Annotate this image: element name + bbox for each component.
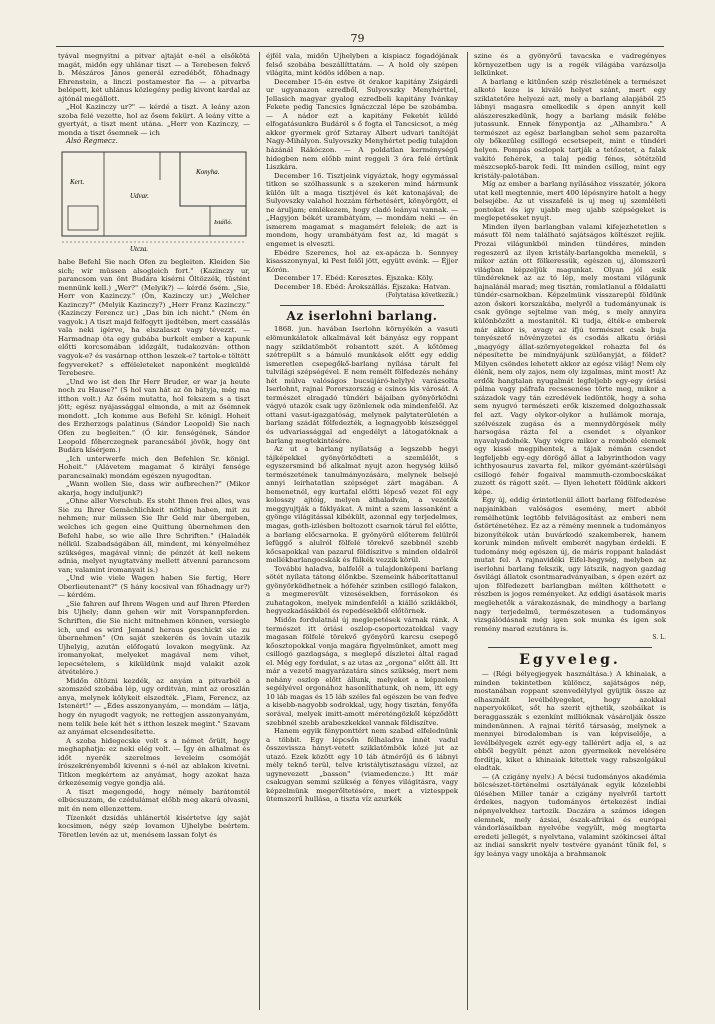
paragraph: További haladva, balfelől a tulajdonképeni barlang sötét nyílata tátong élőnkbe. Szemeink háborítattanul gyönyörködhetnek a hófehér szinben csillogó falakon, a megmerevült vizesésekben, forrásokon és zuhatagokon, melyek mindenfelől a kiálló sziklákból, hegyezkadásákból és repedésekből előtörnek.: [266, 564, 458, 616]
paragraph: Az ut a barlang nyílatság a legszebb hegyi tájképekkel gyönyörködteti a szemlélőt, s egyszersmind bő alkalmat nyujt azon hegység külső természetének tanulmányozására, melynek belsejé annyi leirhatatlan szépséget zárt magában. A bemenetnél, egy kurtafal előtti lépcső vezet föl egy kolosszy ajtóig, melyen áthaladván, a vezetők meggyujtják a fáklyákat. A mint a szem lassanként a gyönge világitással kibékült, azonnal egy terjedelmes, magas, goth-izlésben boltozott csarnok tárul fel előtte, a barlang előcsarnoka. E gyönyörű előterem felülről lefüggő s alulról fölfelé törekvő szebbnél szebb kőcsapokkal van pazarul földíszitve s minden oldalról mellékbarlangocskák és fülkék vezzik körül.: [266, 445, 458, 565]
paragraph: Midőn fordulatnál új meglepetések várnak ránk. A természet itt óriási oszlop-csoportozatokkal vagy magasan fölfelé törekvő gyönyörű karcsu csepegő kőosztopokkal vonja magára figyelmünket, amott meg csillogó gazdagsága, s meglepő díszletei által ragad el. Még egy fordulat, s az utas az „orgona" előtt áll. Itt már a vezető magyarázatára sincs szükség, mert nem nehány oszlop előtt állunk, melyeket a képzelem segélyével orgonához hasonlíthatunk, oh nem, itt egy 10 láb magas és 15 láb széles fal egészen be van fedve a kisebb-nagyobb sodrokkal, ugy, hogy tisztán, fenyőfa sorával, melyek imitt-amott méreténgözkől képződött szebbnél szebb arabeszkekkel vannak földiszítve.: [266, 616, 458, 727]
paragraph: Míg az ember a barlang nyílásához visszatér, jókora utat kell megtennie, mert 400 lépésnyire hatolt a hegy belsejébe. Az ut visszafelé is uj meg uj szemléleti pontokat és igy ujabb meg ujabb szépségeket is meglepetéseket nyujt.: [474, 180, 666, 223]
paragraph: „Und wie viele Wagen haben Sie fertig, Herr Oberlieutenant?" (S hány kocsival van főhadnagy ur?) — kérdém.: [58, 574, 250, 600]
paragraph: December 17. Ebéd: Keresztes. Éjszaka: Köly.: [274, 274, 434, 283]
paragraph: „Sie fahren auf Ihrem Wagen und auf Ihren Pferden bis Ujhely; dann gehen wir mit Vorspannpferden. Schriften, die Sie nicht mitnehmen können, versiegle ich, und es wird Jemand heraus geschickt sie zu übernehmen" (On saját szekerén és lovain utazik Ujhelyig, azután előfogatú lovakon megyünk. Az iromanyokat, melyeket magával nem vihet, lepecsételem, s kiküldünk majd valakit azok átvételére.): [58, 599, 250, 677]
plan-label-stable: Istálló.: [214, 219, 233, 227]
paragraph: 1868. jun. havában Iserlohn környékén a vasuti elömunkálatok alkalmával két bányász egy roppant nagy sziklatömböt robantott szét. A kőtömeg szétrepült s a bámuló munkások előtt egy eddig ismeretlen csepegőkő-barlang nyílása tárult fel tulvilági szépségével. E nem remélt fölfedezés nehány hét múlva valóságos bucsújáró-helylyé varázsolta Iserlohnt, rajnai Pororszország e csinos kis városát. A természet elragadó tündéri bájaiban gyönyörködni vágyó utazók csak ugy özönlenek oda mindenfelől. Az ottani vasut-igazgatóság, melynek palytaterületén a barlang szádát fölfedezték, a legnagyobb készséggel és udvariassággal ad engedélyt a látogatóknak a barlang megtekintésére.: [266, 325, 458, 445]
plan-label-garden: Kert.: [70, 178, 85, 187]
paragraph: szine és a gyönyörű tavacska e vadregényes környezetben ugy is a regék világába varázsolja lelkünket.: [474, 52, 666, 78]
author-signature: S. L.: [652, 634, 666, 642]
paragraph: A szoba hidegecske volt s a német őrült, hogy meghaphatja: ez neki elég volt. — Így én alhalmat és időt nyerék szerelmes leveleim csomóját írószekrényemből kivenni s é-nél az ablakon kivetni. Titkon megkértem az anyámat, hogy azokat haza érkezésemig vegye gondja alá.: [58, 736, 250, 788]
section-rule: [280, 305, 444, 306]
paragraph: Minden ilyen barlangban valami kifejezhetetlen s másutt föl nem található sajátságos költészet rejlik. Prozai világunkból minden tündéres, minden regeszerű az ilyen kristály-barlangokba menekül, s mikor aztán ott fölkeressük, egészen uj, álomszerű világban képzeljük magunkat. Olyan jól esik tündéreknek az az tó lép, mely mostani világunk hajnalánál marad; meg tisztán, romlatlanul a földalatti tündér-csarnokban. Képzelmünk visszarepül földünk azon őskori korszakába, melyről a tudományunak is csak gyönge sejtelme van még, s mely annyira különbözött a mostanitól. Ki tudja, élték-e emberek már akkor is, avagy az ifjú természet csak buja tenyészető növényzetei és csodás alkatu óriási „magyógy állat-szörnyetegekkel rohazta fel és népesítette be mindnyájunk szülőanyját, a földet? Milyen csöndes lehetett akkor az egész világ! Nem oly élénk, nem oly zajos, nem oly izgalmas, mint most! Az erdők hangtalan nyugalmát legfeljebb egy-egy óriási pálma vagy páfrafa recsesenése törte meg, mikor a századok vagy tán ezredévek ledöntök, hogy a soha sem nyugvó természeti erők kiszemed dolgozhassak fel azt. Vagy olykor-olykor a hullámok moraja, szélvészek zugása és a mennydörgések mély harsogása rázta fel a csendet s olyankor nyavalyadolnék. Vagy végre mikor a romboló elemek egy kissé megpihentek, a tájak némán csendet legfeljebb egy-egy dörögő állat a labyrinthodon vagy ichthyosaurus zavarta fel, mikor gyémánt-szérülsági csillogó fehér fogaival mammuth-czombocskákat zuzott és rágott szét. — Ilyen lehetett földünk akkori képe.: [474, 222, 666, 496]
paragraph: tyával megnyitni a pitvar ajtaját e-nél a elsőkötá magát, midőn egy uhlánar tiszt — a Terebesen fekvő b. Mészáros János generál ezredébőt, föhadnagy Ehrenstein, a linczi postamester fia — a pitvarba belépett, két uhlánus közlegény pedig kivont kardal az ajtónál megállott.: [58, 52, 250, 103]
paragraph: Egy új, eddig érintetlenül állott barlang fölfedezése napjainkban valóságos esemény, mert abból remélhetünk legtöbb felvilágosítást az emberi nem őstörténetéhez. Ez az a rémény mennek a tudományos bizonyítékok után buvárkodó szakemberek, hanem korunk minden művelt emberét nagyban érdekli. E tudomány még egészen új, de máris roppant haladást mutat fel. A rajnavidéki Eifel-hegység, melyben az iserlohni barlang fekszik, ugy látszik, nagyon gazdag ősvilági állatok csontmaradványaiban, s épen ezért az ujon fölfedezett barlangban mélten költhetett e részben is jogos reményeket. Az eddigi ásatások maris meglehetők a várakozásnak, de mindhogy a barlang nagy terjedelmű, természetesen a tudományos vizsgálódásnak még igen sok munka és igen sok remény marad ezutánra is.: [474, 496, 666, 633]
plan-label-kitchen: Konyha.: [196, 168, 220, 177]
paragraph: A tiszt megengedé, hogy némely barátomtól elbúcsuzzam, de czédulámat előbb meg akará olvasni, mit én nem ellenzettem.: [58, 787, 250, 814]
plan-caption: Alsó Regmecz.: [66, 137, 118, 146]
paragraph: December 16. Tisztjeink vigyáztak, hogy egymással titkon se szólhassunk s a szekeren mind hármunk külön ült a maga tisztjével és két katonajával; de Sulyovszky valahol hozzám férhetésért, könyörgött, el ne áruljam; emlékezem, hogy cladó leányai vannak. — „Hagyjon békét urambátyám, — mondám neki — én ismerem magamat s magamért felelek; de azt is mondom, hogy urambátyám fest az, ki magát s engemet is elveszti.: [266, 171, 458, 249]
column-2: [266, 52, 458, 1010]
paragraph: Hanem egyik fényponttért nem szabad elfelednünk a többit. Egy lépcsőn félhaladva innét vadul összevissza hányt-vetett sziklatömbök közé jut az utazó. Ezek között egy 10 láb átmérőjű és 6 lábnyi mély teknő terül, telve kristálytisztaságu vízzel, az ugynevezett „basson" (viamedencze.) Itt már csakugyan semmi szükség a fényes világitásra, vagy képzelmünk megerőltetésére, mert a viztesppek ütemszerű hullása, a tiszta víz azurkék: [266, 727, 458, 804]
paragraph: éjfél vala, midőn Ujhelyben a kispiacz fogadójának felső szobába beszállíttatám. — A hold oly szépen világita, mint kódös időben a nap.: [266, 52, 458, 78]
paragraph: „Ich unterwerfe mich den Befehlen Sr. königl. Hoheit." (Alávetem magamat ő királyi fensége parancsainak) mondám egészen nyugodtan.: [58, 454, 250, 480]
paragraph: Tízenkét dzsidás uhlánertól kísértetve így saját kocsimon, négy szép lovamon Ujhelybe beértem. Töretlen levén az ut, menésem lassan folyt és: [58, 813, 250, 839]
continuation-note: (Folytatása következik.): [385, 292, 458, 300]
header-rule: [56, 46, 664, 47]
column-3: [474, 52, 666, 1010]
section-title: Egyveleg.: [519, 651, 621, 668]
section-rule: [488, 647, 652, 648]
paragraph: December 15-én estve öt órakor kapitány Zsigárdi ur ugyanazon ezredből, Sulyovszky Menyhérttel, Jellasich magyar gyalog ezredbeli kapitány Ivánkay Fekete pedig Tancsics Ignáczczal lépe be szobámba. — A nádor ezt a kapitány Feketét küldé elfogatásunkra Budáról s ő fogta el Tancsicsot, a még akkor gyermek gróf Sztaray Albert udvari tanítóját Nagy-Mihályon. Sulyovszky Menyhértet pedig tulajdon házánál Rákóczon. — A poldatlan kerménységű hidegben nem előbb mint reggeli 3 óra felé értünk Liszkára.: [266, 77, 458, 172]
column-divider: [259, 52, 260, 1010]
paragraph: December 18. Ebéd: Árokszállás. Éjszaka: Hatvan.: [274, 282, 451, 291]
column-1: [58, 52, 250, 1010]
paragraph: — (Régi bélyegjegyek használtása.) A khinaiak, a minden tekintetben különcz, sajátságos nép, mostanában roppant szenvedélylyel gyüjtik össze az elhasznált levélbélyegeket, hogy azokkal naperyoköket, sőt ha szerit ejthetik, szobáikat is beraggasszák s ezenkínt millióknak vásárolják össze mindenünnen. A rajnai térítő társaság, melynek a mennyei birodalomban is van képviselője, a levélbélyegek ezrét egy-egy tallérért adja el, s az ebből begyült pénzt azon gyermekek nevelésére fordítja, kiket a khinaiak kitettek vagy rabszolgákul eladtak.: [474, 670, 666, 773]
paragraph: „Wann wollen Sie, dass wir aufbrechen?" (Mikor akarja, hogy induljunk?): [58, 480, 250, 497]
article-title: Az iserlohni barlang.: [286, 308, 438, 323]
floor-plan-drawing: [60, 150, 248, 254]
paragraph: — (A czigány nyelv.) A bécsi tudományos akadémia bölcsészet-történelmi osztályának egyik közelebbi ülésében Miller tanár a czigány nyelvről tartott érdekes, nagyon tudományos értekezést indiai népnyelvekhez tartozik. Daczára a számos idegen elemnek, mely ázsiai, észak-afrikai és európai vándorlásaikban nyelvébe vegyült, még megtarta eredeti jellegét, s nyelvtana, valamint szókincsei által az indiai sanskrit nyelv testvére gyanánt tűnik fel, s így leánya vagy unokája a brahmanok: [474, 772, 666, 858]
plan-label-yard: Udvar.: [130, 192, 149, 201]
paragraph: A barlang e kitűnően szép részletének a természet alkotó keze is kiváló helyet szánt, mert egy sziklatetőre helyezé azt, mely a barlang alapjából 25 lábnyi magasra emelkedik s épen annyit kell alászereszkedünk, hogy a barlang másik felébe jutassunk. Ennek fénypontja az „Alhambra." A természet az egész barlangban sehol sem pazarolta oly bőkezűleg csillogó ecsetsepeit, mint e tündéri helyen. Pompás oszlopok tartják a tetőzetet, a falak vakító fehérek, a talaj pedig fénes, sötétzöld mészcsepkő-barok fedi. Itt minden csillog, mint egy kristály-palotában.: [474, 77, 666, 180]
page-number: 79: [350, 32, 365, 45]
paragraph: „Ohne aller Vorschub. Es steht Ihnen frei alles, was Sie zu Ihrer Gemächlichkeit nöthig haben, mit zu nehmen; nur müssen Sie Ihr Geld mir übergeben, welches ich gegen eine Quittung übernehmen den Befehl habe, so wie alle Ihre Schriften." (Haladék nélkül. Szabadságában áll, mindent, mi kényelméhez szükséges, magával vinni; de pénzét át kell nekem adnia, melyet nyugtatvány mellett átvenni parancsom van; valamint iromanyait is.): [58, 497, 250, 574]
paragraph: Midőn öltözni kezdék, az anyám a pitvarból a szomszéd szobába lép, ugy orditván, mint az oroszlán anya, melynek kölykeit elszedték. „Fiam, Ferencz, az Istenért!" — „Édes asszonyanyám, — mondám — látja, hogy én nyugodt vagyok; ne rettegjen asszonyanyám, nem telik bele két hét s itthon leszek megint." Szavam az anyámat elcsendesítette.: [58, 676, 250, 737]
paragraph: Ebédre Szerencs, hol az ex-apácza b. Sennyey kisasszonynyal, ki Pest felől jött, együtt evénk. — Éjjer Kórón.: [266, 248, 458, 274]
floor-plan-figure: [60, 150, 250, 254]
column-divider: [467, 52, 468, 1010]
paragraph: habe Befehl Sie nach Ofen zu begleiten. Kleiden Sie sich; wir müssen alsogleich fort." (Kazinczy ur, parancsom van önt Budára kísérni Öltözzék, tüstént mennünk kell.) „Wer?" (Melyik?) — kérdé ősém. „Sie, Herr von Kazinczy." (Ön, Kazinczy ur.) „Welcher Kazinczy?" (Melyik Kazinczy?) „Herr Franz Kazinczy." (Kazinczy Ferencz ur.) „Das bin ich nicht." (Nem én vagyok.) A tiszt majd felfogytt ijedtében, mert cassálás vala neki igérve, ha elszalaszt vagy tévezzt. — Harmadnap óta egy gubába burkolt ember a kapunk előtti korcsomában időzgált, tudakozván: otthon vagyok-e? és vasárnap otthon leszek-e? tartok-e töltött fegyvereket? s efféleleteket naponként megküldé Terebesre.: [58, 258, 250, 378]
plan-label-street: Utcza.: [130, 245, 149, 254]
paragraph: „Hol Kazinczy ur?" — kérdé a tiszt. A leány azon szoba felé vezette, hol az ősem fekürt. A leány vitte a gyertyát, a tiszt ment utána. „Herr von Kazinczy, — monda a tiszt ősemnek — ich: [58, 103, 250, 137]
paragraph: „Und wo ist den Ihr Herr Bruder, er war ja heute noch zu Hause?" (S hol van hát az ön bátyja, még ma itthon volt.) Az ősém mutatta, hol fekszem s a tiszt jött; egész nyájassággal elmonda, a mit az ősémnek mondott. „Ich komme aus Befehl Sr. königl. Hoheit des Erzherzogs palatinus (Sándor Leopold) Sie nach Ofen zu begleiten." (Ő kir. fenségének, Sándor Leopold főherczegnek parancsából jövök, hogy önt Budára kísérjem.): [58, 377, 250, 455]
